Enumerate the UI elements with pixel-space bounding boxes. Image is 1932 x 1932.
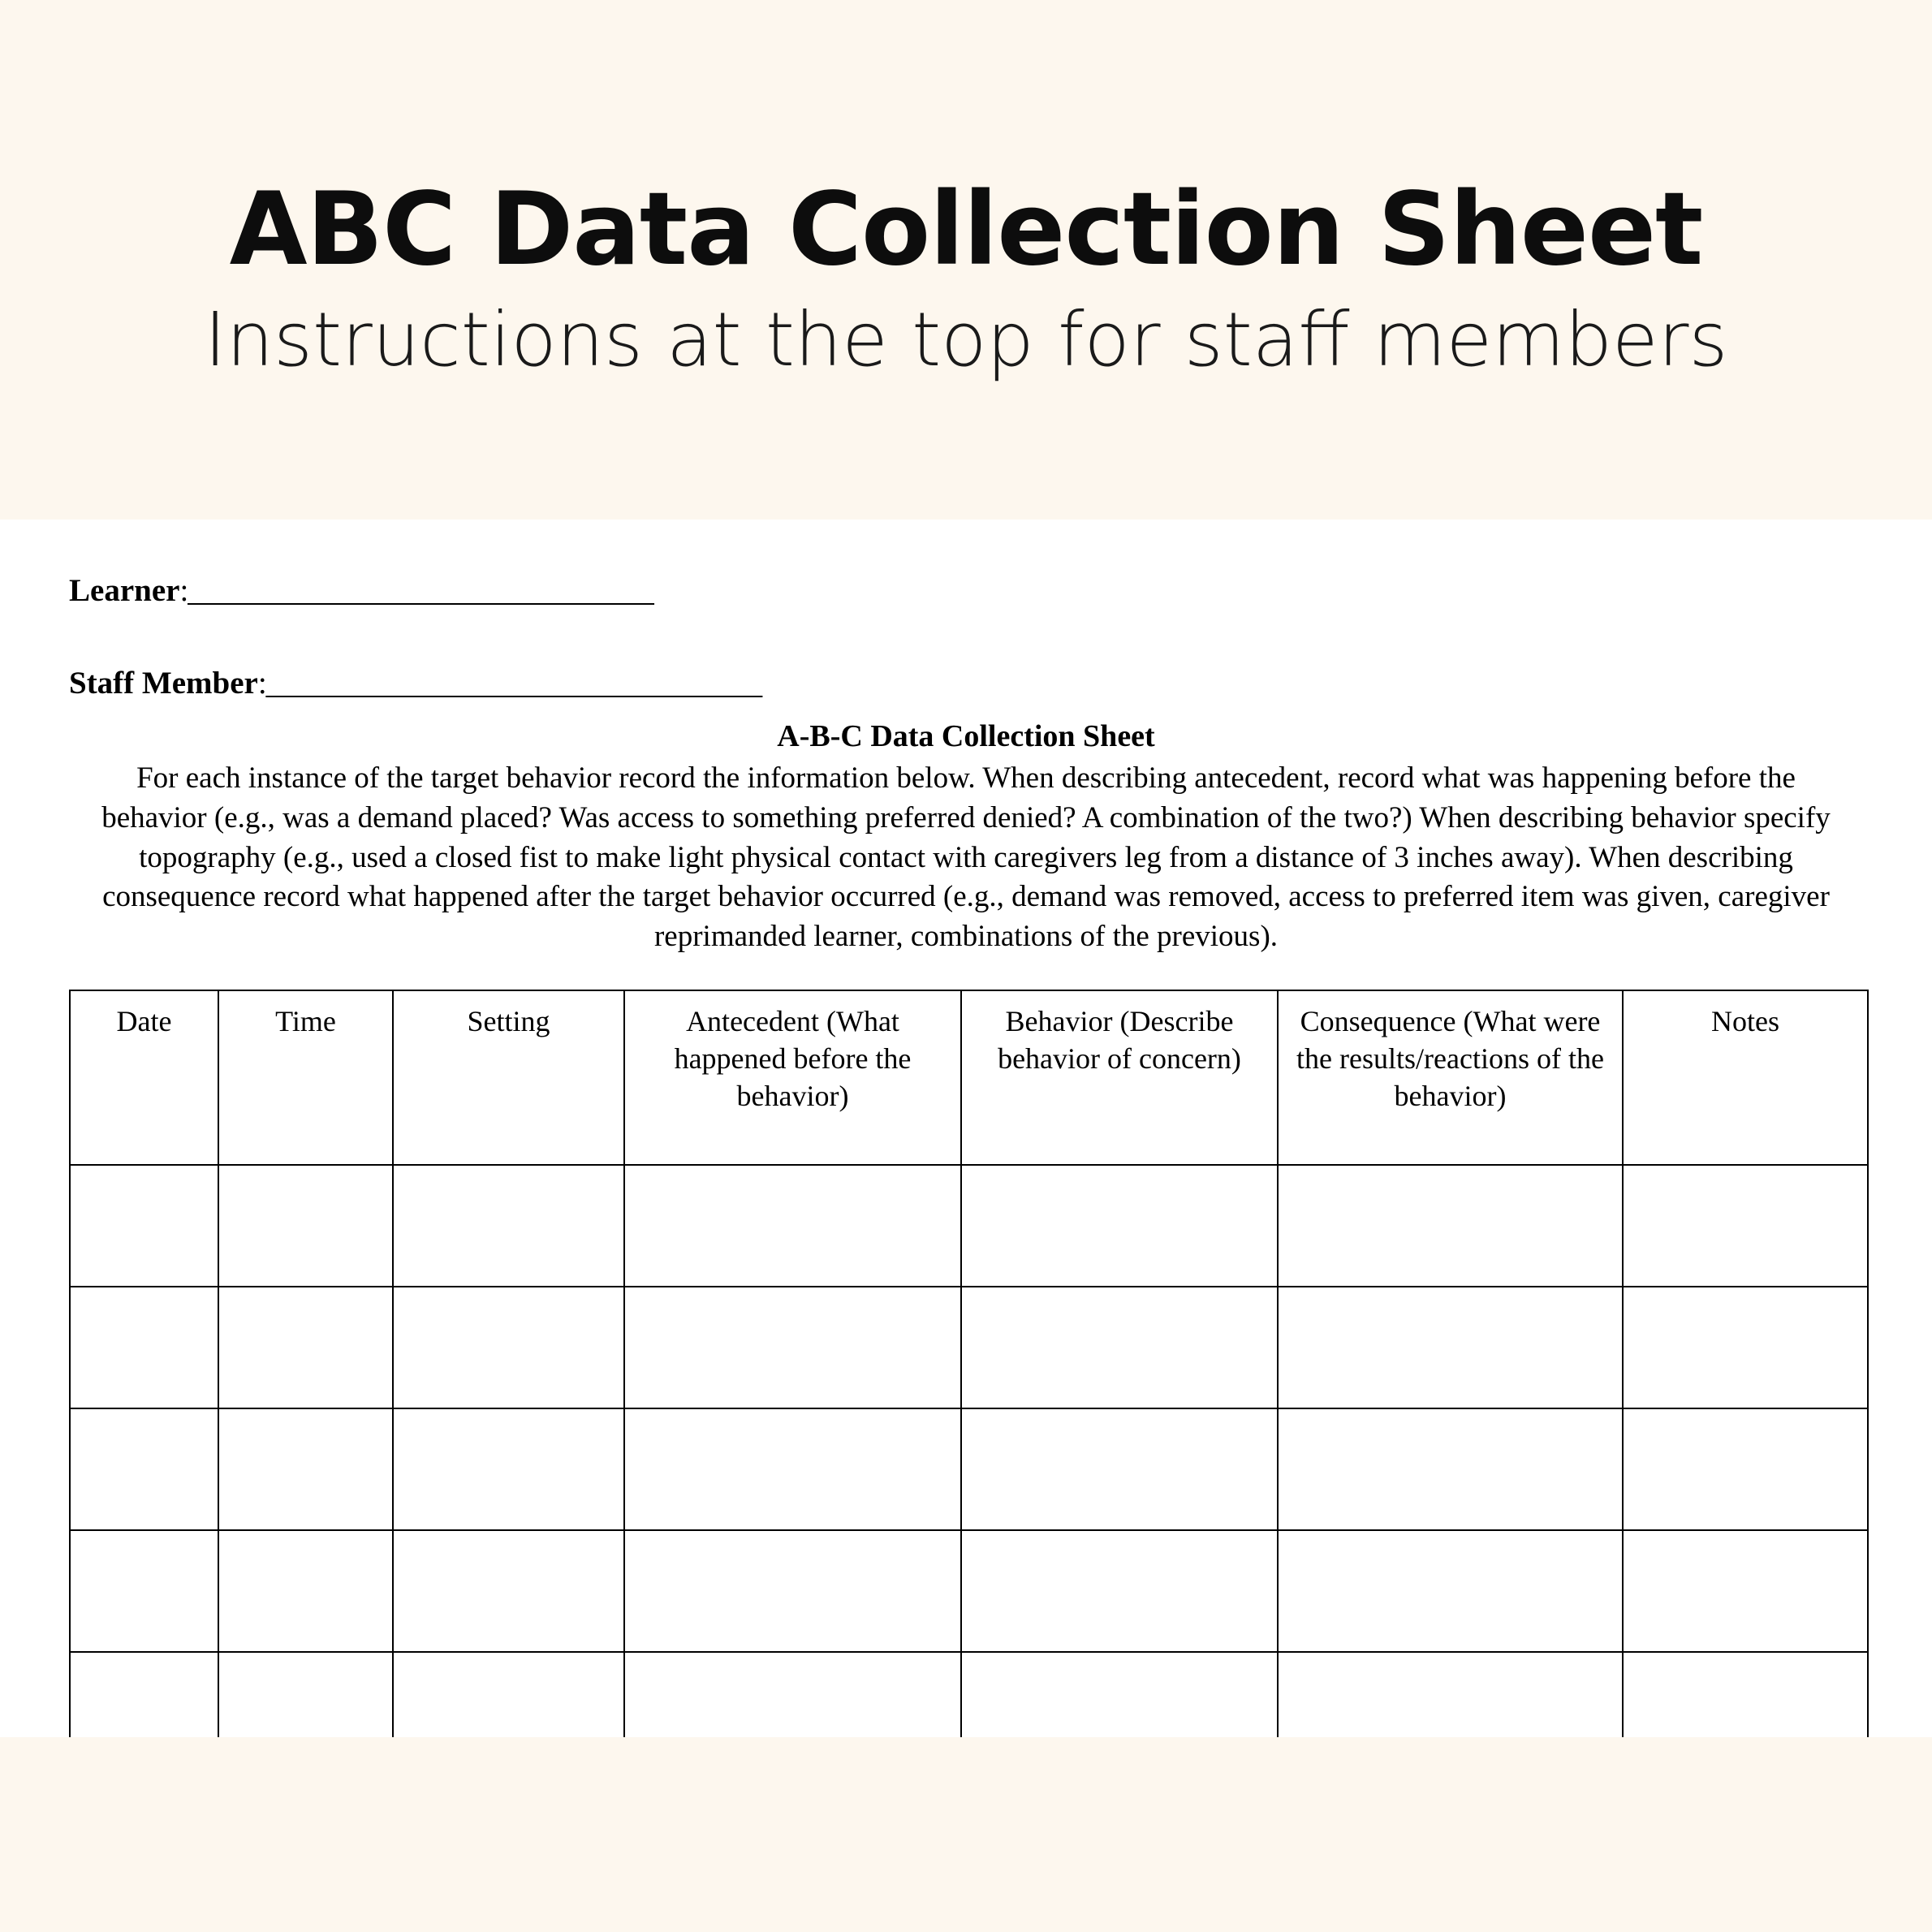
cell-antecedent[interactable] — [624, 1530, 961, 1652]
cell-antecedent[interactable] — [624, 1287, 961, 1408]
staff-member-label: Staff Member — [69, 666, 258, 701]
cell-notes[interactable] — [1623, 1165, 1868, 1287]
learner-blank: :_______________________________ — [179, 573, 653, 608]
abc-data-table — [69, 990, 1869, 1775]
cell-date[interactable] — [70, 1408, 218, 1530]
cell-consequence[interactable] — [1278, 1408, 1623, 1530]
cell-time[interactable] — [218, 1530, 393, 1652]
cell-antecedent[interactable] — [624, 1165, 961, 1287]
cell-behavior[interactable] — [961, 1165, 1278, 1287]
column-header-antecedent: Antecedent (What happened before the behavior) — [624, 990, 961, 1165]
cell-notes[interactable] — [1623, 1408, 1868, 1530]
cell-setting[interactable] — [393, 1530, 624, 1652]
cell-setting[interactable] — [393, 1287, 624, 1408]
cell-setting[interactable] — [393, 1408, 624, 1530]
document-heading: A-B-C Data Collection Sheet — [777, 719, 1155, 753]
cell-date[interactable] — [70, 1530, 218, 1652]
column-header-consequence: Consequence (What were the results/reactions of the behavior) — [1278, 990, 1623, 1165]
page-subtitle: Instructions at the top for staff members — [204, 296, 1728, 384]
table-header-row — [70, 990, 1868, 1165]
staff-member-blank: :_________________________________ — [257, 666, 762, 701]
column-header-notes: Notes — [1623, 990, 1868, 1165]
cell-date[interactable] — [70, 1287, 218, 1408]
cell-notes[interactable] — [1623, 1530, 1868, 1652]
learner-field[interactable] — [69, 575, 1863, 606]
cell-notes[interactable] — [1623, 1287, 1868, 1408]
cell-consequence[interactable] — [1278, 1287, 1623, 1408]
cell-behavior[interactable] — [961, 1287, 1278, 1408]
cell-time[interactable] — [218, 1287, 393, 1408]
worksheet-sheet — [0, 520, 1932, 1737]
instructions-paragraph: For each instance of the target behavior record the information below. When describing antecedent, record what was happening before the behavior (e.g., was a demand placed? Was access to something preferred denied? A combination of the two?) When describing behavior specify topography (e.g., used a closed fist to make light physical contact with caregivers leg from a distance of 3 inches away). When describing consequence record what happened after the target behavior occurred (e.g., demand was removed, access to preferred item was given, caregiver reprimanded learner, combinations of the previous). — [101, 761, 1831, 954]
page-title: ABC Data Collection Sheet — [229, 171, 1703, 288]
cell-time[interactable] — [218, 1165, 393, 1287]
table-row[interactable] — [70, 1287, 1868, 1408]
table-row[interactable] — [70, 1165, 1868, 1287]
table-body — [70, 1165, 1868, 1774]
column-header-time: Time — [218, 990, 393, 1165]
footer-band — [0, 1737, 1932, 1932]
cell-consequence[interactable] — [1278, 1165, 1623, 1287]
cell-antecedent[interactable] — [624, 1408, 961, 1530]
title-band — [0, 0, 1932, 416]
table-row[interactable] — [70, 1408, 1868, 1530]
cell-time[interactable] — [218, 1408, 393, 1530]
staff-member-field[interactable] — [69, 667, 1863, 699]
column-header-date: Date — [70, 990, 218, 1165]
cell-behavior[interactable] — [961, 1408, 1278, 1530]
cell-consequence[interactable] — [1278, 1530, 1623, 1652]
cell-date[interactable] — [70, 1165, 218, 1287]
learner-label: Learner — [69, 573, 180, 608]
column-header-behavior: Behavior (Describe behavior of concern) — [961, 990, 1278, 1165]
cell-behavior[interactable] — [961, 1530, 1278, 1652]
column-header-setting: Setting — [393, 990, 624, 1165]
cell-setting[interactable] — [393, 1165, 624, 1287]
table-row[interactable] — [70, 1530, 1868, 1652]
